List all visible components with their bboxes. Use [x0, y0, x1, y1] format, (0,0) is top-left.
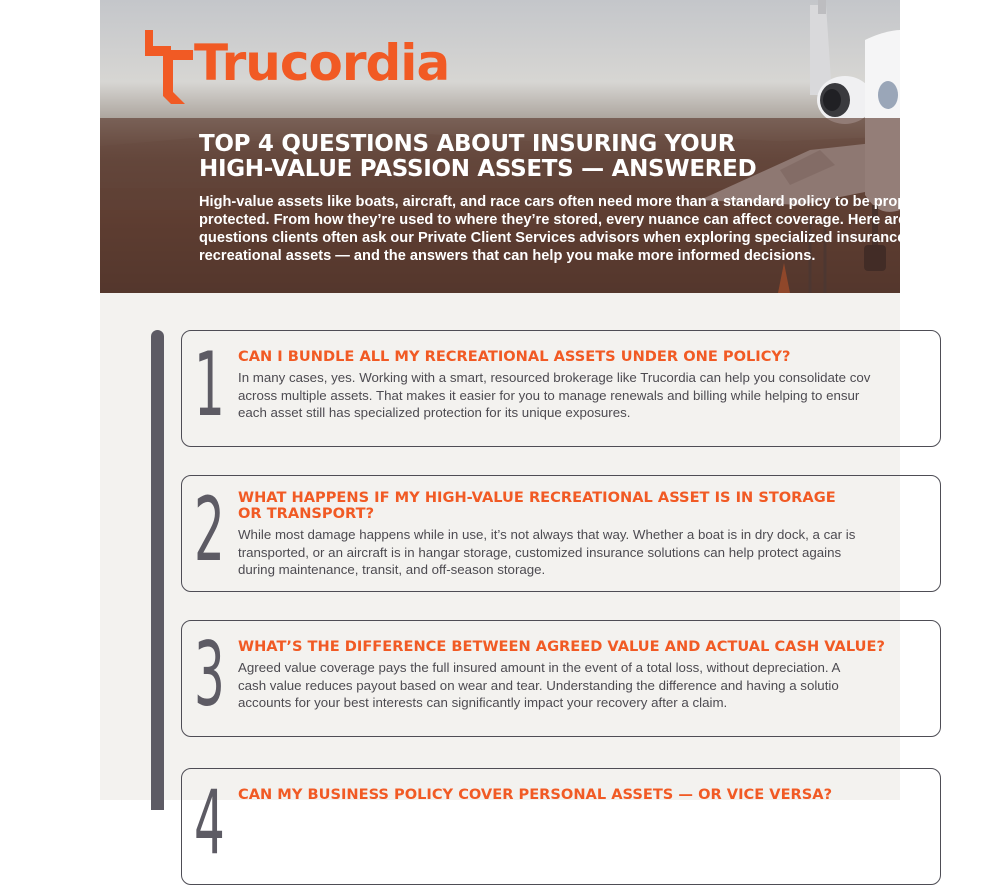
- page-title-line: HIGH-VALUE PASSION ASSETS — ANSWERED: [199, 156, 757, 182]
- question-heading-line: CAN MY BUSINESS POLICY COVER PERSONAL ASSETS — OR VICE VERSA?: [238, 786, 833, 803]
- question-heading-line: WHAT HAPPENS IF MY HIGH-VALUE RECREATIONAL ASSET IS IN STORAGE: [238, 489, 836, 506]
- question-card-4: [181, 768, 941, 885]
- question-card-1: [181, 330, 941, 447]
- question-heading: [238, 349, 898, 365]
- document-page: [100, 0, 915, 874]
- page-title-line: TOP 4 QUESTIONS ABOUT INSURING YOUR: [199, 131, 736, 157]
- page-title: [199, 132, 889, 182]
- question-heading-line: WHAT’S THE DIFFERENCE BETWEEN AGREED VALUE AND ACTUAL CASH VALUE?: [238, 638, 885, 655]
- answer-line: In many cases, yes. Working with a smart, resourced brokerage like Trucordia can help you consolidate cov: [238, 370, 871, 385]
- question-heading: [238, 787, 898, 803]
- question-card-3: [181, 620, 941, 737]
- intro-line: questions clients often ask our Private Client Services advisors when exploring specialized insurance f: [199, 230, 915, 246]
- trucordia-logo: [141, 30, 471, 108]
- hero-banner: [100, 0, 915, 293]
- question-heading-line: OR TRANSPORT?: [238, 505, 375, 522]
- intro-line: recreational assets — and the answers that can help you make more informed decisions.: [199, 248, 816, 264]
- answer-text: [238, 659, 938, 712]
- timeline-bar: [151, 330, 164, 810]
- intro-line: protected. From how they’re used to where they’re stored, every nuance can affect coverage. Here are: [199, 212, 907, 228]
- answer-text: [238, 526, 938, 579]
- question-number: 1: [194, 333, 225, 436]
- question-number: 3: [194, 623, 225, 726]
- question-number: 4: [194, 771, 225, 874]
- question-heading: [238, 490, 898, 522]
- trucordia-logo-mark-icon: [141, 30, 193, 106]
- answer-line: across multiple assets. That makes it easier for you to manage renewals and billing while helping to ensur: [238, 387, 860, 403]
- answer-line: transported, or an aircraft is in hangar storage, customized insurance solutions can help protect agains: [238, 544, 842, 560]
- trucordia-wordmark: Trucordia: [194, 34, 450, 92]
- answer-line: While most damage happens while in use, it’s not always that way. Whether a boat is in dry dock, a car is: [238, 527, 856, 542]
- intro-line: High-value assets like boats, aircraft, and race cars often need more than a standard policy to be prop: [199, 194, 907, 210]
- question-card-2: [181, 475, 941, 592]
- answer-line: during maintenance, transit, and off-season storage.: [238, 562, 546, 577]
- answer-line: cash value reduces payout based on wear and tear. Understanding the difference and having a solutio: [238, 677, 839, 693]
- question-heading: [238, 639, 898, 655]
- question-number: 2: [194, 478, 225, 581]
- answer-line: Agreed value coverage pays the full insured amount in the event of a total loss, without depreciation. A: [238, 660, 841, 675]
- answer-text: [238, 369, 938, 422]
- answer-line: accounts for your best interests can significantly impact your recovery after a claim.: [238, 695, 728, 710]
- intro-paragraph: [199, 193, 919, 265]
- question-heading-line: CAN I BUNDLE ALL MY RECREATIONAL ASSETS UNDER ONE POLICY?: [238, 348, 791, 365]
- answer-line: each asset still has specialized protection for its unique exposures.: [238, 405, 631, 420]
